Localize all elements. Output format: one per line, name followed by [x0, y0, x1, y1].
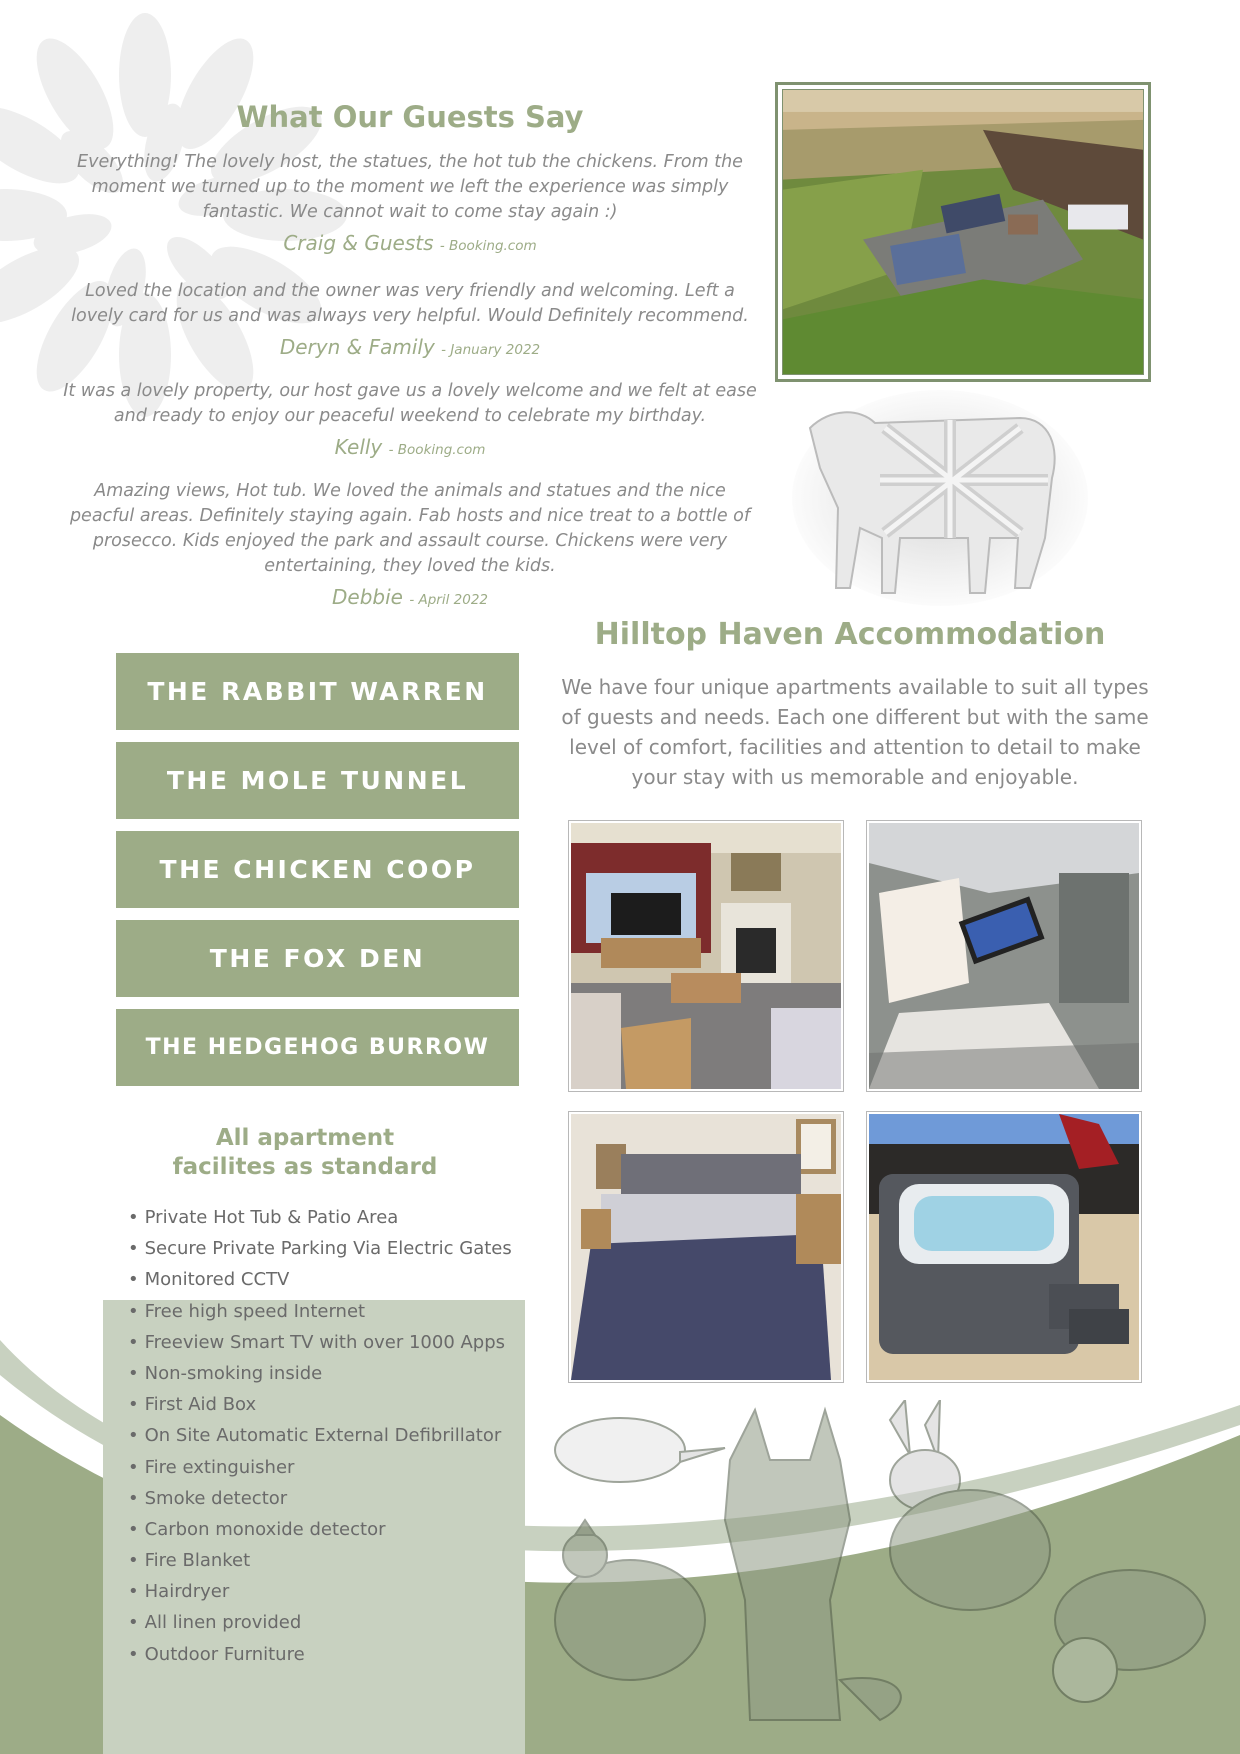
review-quote: It was a lovely property, our host gave us a lovely welcome and we felt at ease and ready to enjoy our peaceful weekend to celebrate my birthday. [63, 381, 757, 426]
aerial-farm-photo [783, 90, 1143, 374]
rabbit-icon [890, 1400, 1050, 1610]
facility-item: • Monitored CCTV [128, 1264, 512, 1295]
facility-item: • Hairdryer [128, 1576, 512, 1607]
bedroom-bed-photo [571, 1114, 841, 1380]
hedgehog-burrow-button[interactable]: THE HEDGEHOG BURROW [116, 1009, 519, 1086]
hot-tub-photo-frame [866, 1111, 1142, 1383]
union-jack-cow-illustration [790, 388, 1090, 608]
living-room-photo [571, 823, 841, 1089]
bedroom-tv-photo [869, 823, 1139, 1089]
facility-item: • All linen provided [128, 1607, 512, 1638]
review-source: - Booking.com [439, 238, 537, 254]
fox-den-button[interactable]: THE FOX DEN [116, 920, 519, 997]
review-source: - April 2022 [409, 592, 488, 608]
rabbit-warren-button[interactable]: THE RABBIT WARREN [116, 653, 519, 730]
facility-item: • First Aid Box [128, 1389, 512, 1420]
mole-tunnel-button[interactable]: THE MOLE TUNNEL [116, 742, 519, 819]
facility-item: • Freeview Smart TV with over 1000 Apps [128, 1327, 512, 1358]
hedgehog-icon [1053, 1570, 1205, 1702]
facilities-title-line1: All apartment [215, 1125, 395, 1151]
facility-item: • Private Hot Tub & Patio Area [128, 1202, 512, 1233]
review-author-line [60, 585, 760, 609]
review-author: Kelly [334, 435, 383, 459]
accommodation-title: Hilltop Haven Accommodation [594, 617, 1106, 652]
living-room-photo-frame [568, 820, 844, 1092]
hot-tub-photo [869, 1114, 1139, 1380]
review-quote: Amazing views, Hot tub. We loved the animals and statues and the nice peacful areas. Definitely staying again. Fab hosts and nice treat to a bottle of prosecco. Kids enjoyed the park and assault course. Chickens were very entertaining, they loved the kids. [69, 481, 751, 576]
chicken-coop-button[interactable]: THE CHICKEN COOP [116, 831, 519, 908]
bedroom-bed-photo-frame [568, 1111, 844, 1383]
review-source: - January 2022 [441, 342, 541, 358]
review-author-line [60, 435, 760, 459]
facility-item: • On Site Automatic External Defibrillator [128, 1420, 512, 1451]
woodland-animals-illustration [540, 1400, 1230, 1730]
fox-icon [725, 1410, 901, 1720]
review-author: Craig & Guests [283, 231, 434, 255]
review-author-line [60, 231, 760, 255]
facilities-title-line2: facilites as standard [172, 1154, 438, 1180]
facility-item: • Outdoor Furniture [128, 1639, 512, 1670]
facility-item: • Free high speed Internet [128, 1296, 512, 1327]
guests-section-title: What Our Guests Say [236, 100, 584, 134]
facilities-list [128, 1202, 512, 1670]
mole-icon [555, 1418, 725, 1482]
review-quote: Loved the location and the owner was very friendly and welcoming. Left a lovely card for us and was always very helpful. Would Definitely recommend. [71, 281, 749, 326]
review-author: Deryn & Family [279, 335, 435, 359]
aerial-photo-frame [775, 82, 1151, 382]
bedroom-tv-photo-frame [866, 820, 1142, 1092]
accommodation-description: We have four unique apartments available to suit all types of guests and needs. Each one different but with the same level of comfort, facilities and attention to detail to make your stay with us memorable and enjoyable. [561, 675, 1149, 789]
review-4 [60, 479, 760, 609]
review-1 [60, 150, 760, 255]
review-3 [60, 379, 760, 459]
review-2 [60, 279, 760, 359]
facility-item: • Non-smoking inside [128, 1358, 512, 1389]
facilities-title [150, 1124, 460, 1182]
facility-item: • Fire Blanket [128, 1545, 512, 1576]
review-author-line [60, 335, 760, 359]
facility-item: • Carbon monoxide detector [128, 1514, 512, 1545]
chicken-icon [555, 1520, 705, 1680]
facility-item: • Smoke detector [128, 1483, 512, 1514]
review-source: - Booking.com [388, 442, 486, 458]
facility-item: • Fire extinguisher [128, 1452, 512, 1483]
facility-item: • Secure Private Parking Via Electric Gates [128, 1233, 512, 1264]
review-quote: Everything! The lovely host, the statues, the hot tub the chickens. From the moment we turned up to the moment we left the experience was simply fantastic. We cannot wait to come stay again :) [77, 152, 743, 222]
review-author: Debbie [332, 585, 403, 609]
